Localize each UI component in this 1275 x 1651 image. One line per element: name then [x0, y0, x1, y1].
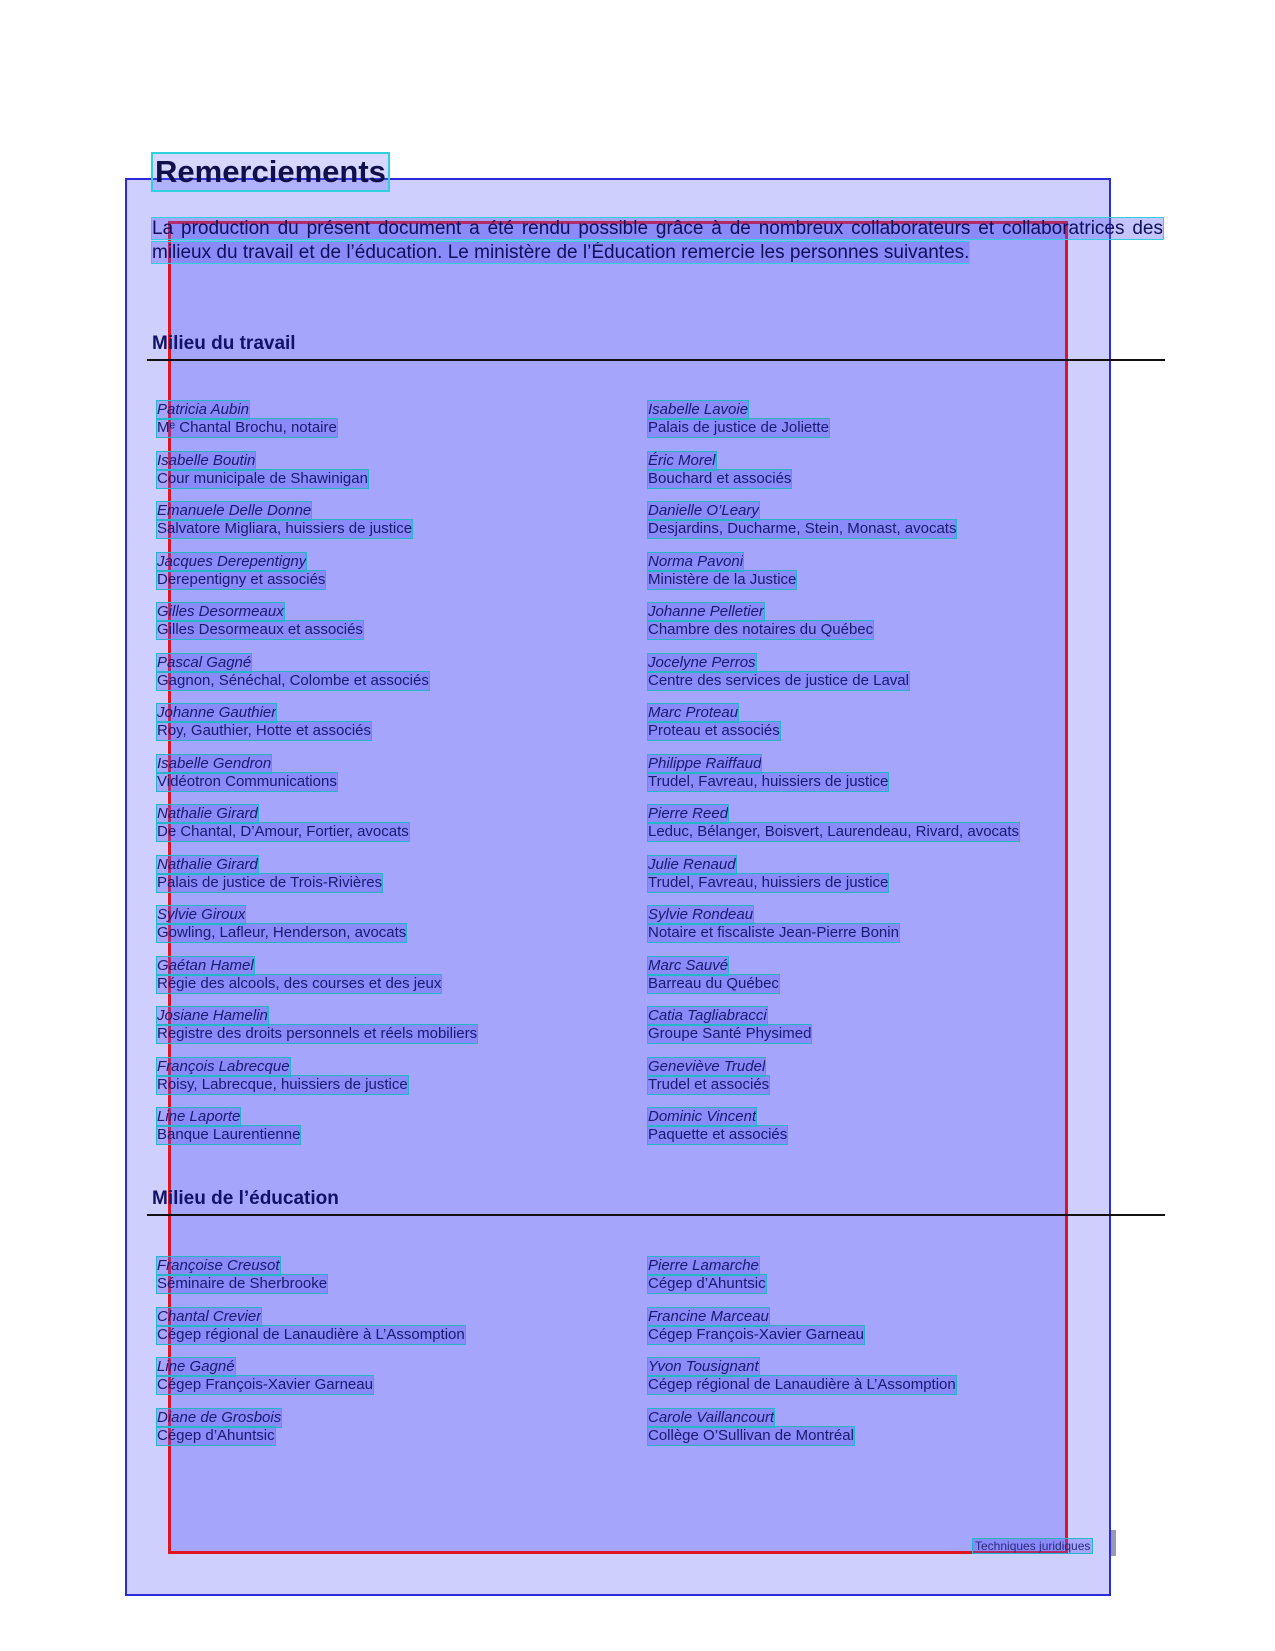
list-item	[157, 856, 647, 892]
entry-organization: Registre des droits personnels et réels mobiliers	[157, 1025, 478, 1042]
entry-organization: De Chantal, D’Amour, Fortier, avocats	[157, 823, 409, 840]
entry-name: Emanuele Delle Donne	[157, 502, 312, 519]
entry-organization: Banque Laurentienne	[157, 1126, 301, 1143]
intro-text: La production du présent document a été rendu possible grâce à de nombreux collaborateurs et collaboratrices des milieux du travail et de l’éducation. Le ministère de l’Éducation remercie les personnes suivantes.	[152, 218, 1163, 263]
list-item	[648, 704, 1138, 740]
list-item	[157, 1007, 647, 1043]
entry-organization: Roisy, Labrecque, huissiers de justice	[157, 1076, 408, 1093]
list-item	[648, 1257, 1138, 1293]
entry-name: Isabelle Gendron	[157, 755, 272, 772]
entry-organization: Bouchard et associés	[648, 470, 792, 487]
list-item	[157, 1308, 647, 1344]
entry-organization: Notaire et fiscaliste Jean-Pierre Bonin	[648, 924, 899, 941]
list-item	[648, 553, 1138, 589]
entry-name: Diane de Grosbois	[157, 1409, 282, 1426]
entry-organization: Leduc, Bélanger, Boisvert, Laurendeau, Rivard, avocats	[648, 823, 1020, 840]
section-rule	[147, 1214, 1165, 1216]
entry-name: Gaétan Hamel	[157, 957, 254, 974]
entry-name: François Labrecque	[157, 1058, 290, 1075]
entry-name: Pascal Gagné	[157, 654, 252, 671]
list-item	[157, 553, 647, 589]
entry-name: Pierre Reed	[648, 805, 729, 822]
list-item	[648, 805, 1138, 841]
list-item	[648, 452, 1138, 488]
entry-name: Philippe Raiffaud	[648, 755, 762, 772]
list-item	[648, 906, 1138, 942]
entry-organization: Gowling, Lafleur, Henderson, avocats	[157, 924, 407, 941]
entry-organization: Chambre des notaires du Québec	[648, 621, 874, 638]
entry-organization: Palais de justice de Joliette	[648, 419, 829, 436]
entry-name: Jacques Derepentigny	[157, 553, 307, 570]
entry-name: Sylvie Rondeau	[648, 906, 754, 923]
entry-organization: Roy, Gauthier, Hotte et associés	[157, 722, 371, 739]
list-item	[157, 1257, 647, 1293]
entry-name: Nathalie Girard	[157, 805, 258, 822]
list-item	[157, 957, 647, 993]
list-item	[648, 654, 1138, 690]
entry-organization: Derepentigny et associés	[157, 571, 326, 588]
entry-organization: Desjardins, Ducharme, Stein, Monast, avocats	[648, 520, 957, 537]
list-item	[157, 1409, 647, 1445]
list-item	[157, 452, 647, 488]
entry-name: Nathalie Girard	[157, 856, 258, 873]
list-item	[648, 1007, 1138, 1043]
entry-name: Chantal Crevier	[157, 1308, 262, 1325]
entry-organization: Ministère de la Justice	[648, 571, 797, 588]
entry-organization: Gagnon, Sénéchal, Colombe et associés	[157, 672, 429, 689]
entry-name: Isabelle Boutin	[157, 452, 256, 469]
entry-organization: Régie des alcools, des courses et des jeux	[157, 975, 442, 992]
list-item	[157, 755, 647, 791]
list-item	[648, 856, 1138, 892]
entry-name: Johanne Pelletier	[648, 603, 764, 620]
entry-organization: Trudel, Favreau, huissiers de justice	[648, 874, 889, 891]
entry-name: Catia Tagliabracci	[648, 1007, 767, 1024]
entry-name: Françoise Creusot	[157, 1257, 280, 1274]
entry-name: Jocelyne Perros	[648, 654, 756, 671]
margin-marker	[1111, 1530, 1116, 1556]
intro-paragraph	[152, 217, 1163, 265]
page-title: Remerciements	[155, 154, 386, 189]
list-item	[648, 1108, 1138, 1144]
entry-organization: Barreau du Québec	[648, 975, 779, 992]
entry-name: Dominic Vincent	[648, 1108, 757, 1125]
entry-name: Sylvie Giroux	[157, 906, 246, 923]
entry-name: Julie Renaud	[648, 856, 736, 873]
list-item	[648, 1058, 1138, 1094]
section-rule	[147, 359, 1165, 361]
entry-organization: Cégep régional de Lanaudière à L’Assomption	[648, 1376, 956, 1393]
entry-organization: Vidéotron Communications	[157, 773, 337, 790]
entry-name: Éric Morel	[648, 452, 716, 469]
entry-organization: Cégep d’Ahuntsic	[648, 1275, 766, 1292]
entry-organization: Mᵉ Chantal Brochu, notaire	[157, 419, 337, 436]
entry-name: Josiane Hamelin	[157, 1007, 268, 1024]
list-item	[157, 603, 647, 639]
entry-name: Patricia Aubin	[157, 401, 249, 418]
entry-name: Geneviève Trudel	[648, 1058, 766, 1075]
list-item	[157, 704, 647, 740]
list-item	[157, 1058, 647, 1094]
list-item	[648, 1409, 1138, 1445]
entry-organization: Collège O’Sullivan de Montréal	[648, 1427, 854, 1444]
entry-name: Carole Vaillancourt	[648, 1409, 775, 1426]
list-item	[648, 1308, 1138, 1344]
entry-name: Yvon Tousignant	[648, 1358, 759, 1375]
entry-name: Johanne Gauthier	[157, 704, 277, 721]
list-item	[648, 957, 1138, 993]
list-item	[157, 1358, 647, 1394]
entry-organization: Cégep d’Ahuntsic	[157, 1427, 275, 1444]
list-item	[648, 755, 1138, 791]
entry-name: Pierre Lamarche	[648, 1257, 759, 1274]
entry-organization: Palais de justice de Trois-Rivières	[157, 874, 383, 891]
section-title-travail: Milieu du travail	[152, 333, 296, 354]
section-title-education: Milieu de l’éducation	[152, 1188, 339, 1209]
list-item	[157, 1108, 647, 1144]
entry-organization: Salvatore Migliara, huissiers de justice	[157, 520, 413, 537]
entry-name: Line Gagné	[157, 1358, 235, 1375]
entry-name: Marc Sauvé	[648, 957, 729, 974]
entry-organization: Cégep régional de Lanaudière à L’Assomption	[157, 1326, 465, 1343]
entry-name: Gilles Desormeaux	[157, 603, 284, 620]
entry-name: Line Laporte	[157, 1108, 241, 1125]
entry-name: Norma Pavoni	[648, 553, 744, 570]
entry-organization: Centre des services de justice de Laval	[648, 672, 909, 689]
list-item	[648, 401, 1138, 437]
entry-name: Marc Proteau	[648, 704, 739, 721]
entry-organization: Proteau et associés	[648, 722, 780, 739]
list-item	[157, 654, 647, 690]
list-item	[157, 502, 647, 538]
list-item	[648, 502, 1138, 538]
entry-name: Danielle O’Leary	[648, 502, 759, 519]
list-item	[648, 1358, 1138, 1394]
list-item	[157, 906, 647, 942]
entry-organization: Groupe Santé Physimed	[648, 1025, 812, 1042]
entry-name: Isabelle Lavoie	[648, 401, 749, 418]
entry-organization: Séminaire de Sherbrooke	[157, 1275, 328, 1292]
list-item	[648, 603, 1138, 639]
entry-organization: Cégep François-Xavier Garneau	[157, 1376, 373, 1393]
list-item	[157, 401, 647, 437]
entry-organization: Trudel, Favreau, huissiers de justice	[648, 773, 889, 790]
entry-name: Francine Marceau	[648, 1308, 769, 1325]
page-footer: Techniques juridiques	[975, 1539, 1091, 1553]
entry-organization: Trudel et associés	[648, 1076, 770, 1093]
entry-organization: Cour municipale de Shawinigan	[157, 470, 368, 487]
entry-organization: Paquette et associés	[648, 1126, 788, 1143]
list-item	[157, 805, 647, 841]
entry-organization: Cégep François-Xavier Garneau	[648, 1326, 864, 1343]
entry-organization: Gilles Desormeaux et associés	[157, 621, 363, 638]
